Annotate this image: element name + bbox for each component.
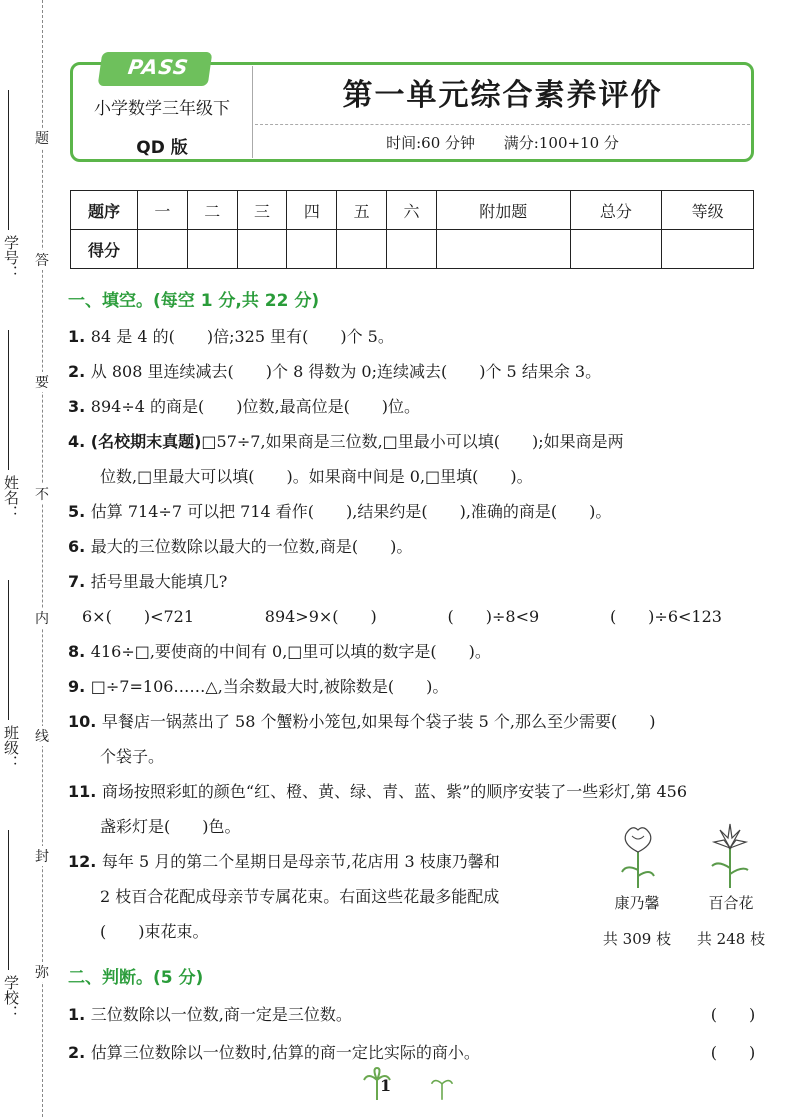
lily-icon <box>700 820 760 890</box>
lily-name: 百合花 <box>708 894 754 912</box>
question-2 <box>68 354 768 389</box>
column-header: 二 <box>187 191 237 230</box>
fill-item: 6×( )<721 <box>82 607 195 626</box>
flower-illustration <box>596 820 776 950</box>
header-left <box>76 88 248 158</box>
question-4-cont: 位数,□里最大可以填( )。如果商中间是 0,□里填( )。 <box>100 467 533 486</box>
name-line[interactable] <box>8 330 10 470</box>
question-9 <box>68 669 768 704</box>
column-header: 总分 <box>570 191 662 230</box>
score-cell[interactable] <box>436 230 570 269</box>
question-text: □÷7=106……△,当余数最大时,被除数是( )。 <box>90 677 449 696</box>
question-number: 7. <box>68 572 91 591</box>
binding-margin <box>0 0 60 1117</box>
question-number: 8. <box>68 642 91 661</box>
full-score: 满分:100+10 分 <box>503 134 619 152</box>
question-text: 商场按照彩虹的颜色“红、橙、黄、绿、青、蓝、紫”的顺序安装了一些彩灯,第 456 <box>101 782 687 801</box>
section-title: 一、填空。(每空 1 分,共 22 分) <box>68 291 320 311</box>
question-text: □57÷7,如果商是三位数,□里最小可以填( );如果商是两 <box>201 432 624 451</box>
row-header: 得分 <box>71 230 138 269</box>
question-text: 三位数除以一位数,商一定是三位数。 <box>90 1005 352 1024</box>
carnation-count: 共 309 枝 <box>602 930 672 948</box>
question-text: 括号里最大能填几? <box>90 572 228 591</box>
question-number: 2. <box>68 1043 91 1062</box>
judge-2 <box>68 1034 758 1072</box>
question-content <box>68 286 768 1072</box>
margin-char: 内 <box>32 608 52 628</box>
question-text: 估算三位数除以一位数时,估算的商一定比实际的商小。 <box>90 1043 480 1062</box>
score-cell[interactable] <box>570 230 662 269</box>
question-number: 11. <box>68 782 102 801</box>
student-id-label: 学号： <box>2 235 20 280</box>
score-cell[interactable] <box>287 230 337 269</box>
school-line[interactable] <box>8 830 10 970</box>
column-header: 附加题 <box>436 191 570 230</box>
question-4 <box>68 424 768 459</box>
exam-meta <box>255 132 750 153</box>
score-cell[interactable] <box>387 230 437 269</box>
school-label: 学校： <box>2 975 20 1020</box>
question-1 <box>68 319 768 354</box>
question-6 <box>68 529 768 564</box>
carnation-name: 康乃馨 <box>614 894 660 912</box>
question-number: 9. <box>68 677 91 696</box>
class-label: 班级： <box>2 725 20 770</box>
seal-line <box>42 0 43 1117</box>
question-number: 6. <box>68 537 91 556</box>
margin-char: 题 <box>32 128 52 148</box>
time-limit: 时间:60 分钟 <box>386 134 476 152</box>
column-header: 四 <box>287 191 337 230</box>
question-tag: (名校期末真题) <box>90 432 202 451</box>
question-7 <box>68 564 768 599</box>
question-text: 最大的三位数除以最大的一位数,商是( )。 <box>90 537 413 556</box>
column-header: 五 <box>337 191 387 230</box>
header-divider <box>252 66 253 158</box>
palm-tree-icon <box>430 1072 454 1102</box>
question-text: 从 808 里连续减去( )个 8 得数为 0;连续减去( )个 5 结果余 3。 <box>90 362 602 381</box>
carnation-icon <box>608 820 668 890</box>
header-separator <box>255 124 750 125</box>
fill-item: ( )÷8<9 <box>447 607 540 626</box>
section-title: 二、判断。(5 分) <box>68 968 204 988</box>
question-text: 每年 5 月的第二个星期日是母亲节,花店用 3 枝康乃馨和 <box>101 852 500 871</box>
question-8 <box>68 634 768 669</box>
student-id-line[interactable] <box>8 90 10 230</box>
question-10 <box>68 704 768 739</box>
answer-paren[interactable]: ( ) <box>710 1005 756 1024</box>
column-header: 一 <box>138 191 188 230</box>
question-number: 3. <box>68 397 91 416</box>
question-number: 2. <box>68 362 91 381</box>
judge-1 <box>68 996 758 1034</box>
question-7-items <box>68 599 722 634</box>
edition-label: QD 版 <box>136 138 188 158</box>
answer-paren[interactable]: ( ) <box>710 1043 756 1062</box>
score-cell[interactable] <box>337 230 387 269</box>
question-text: 84 是 4 的( )倍;325 里有( )个 5。 <box>90 327 394 346</box>
question-12-cont: 2 枝百合花配成母亲节专属花束。右面这些花最多能配成 <box>100 887 500 906</box>
score-table <box>70 190 754 269</box>
question-text: 894÷4 的商是( )位数,最高位是( )位。 <box>90 397 421 416</box>
question-12-cont: ( )束花束。 <box>100 922 209 941</box>
question-number: 1. <box>68 1005 91 1024</box>
lily-count: 共 248 枝 <box>696 930 766 948</box>
question-11-cont: 盏彩灯是( )色。 <box>100 817 241 836</box>
question-number: 5. <box>68 502 91 521</box>
question-3 <box>68 389 768 424</box>
margin-char: 要 <box>32 372 52 392</box>
logo-text: PASS <box>126 55 191 79</box>
score-cell[interactable] <box>662 230 754 269</box>
table-row <box>71 191 754 230</box>
question-text: 估算 714÷7 可以把 714 看作( ),结果约是( ),准确的商是( )。 <box>90 502 612 521</box>
question-number: 10. <box>68 712 102 731</box>
score-cell[interactable] <box>138 230 188 269</box>
question-text: 416÷□,要使商的中间有 0,□里可以填的数字是( )。 <box>90 642 491 661</box>
score-cell[interactable] <box>237 230 287 269</box>
question-10-cont: 个袋子。 <box>100 747 165 766</box>
fill-item: ( )÷6<123 <box>609 607 722 626</box>
question-number: 1. <box>68 327 91 346</box>
question-5 <box>68 494 768 529</box>
table-row <box>71 230 754 269</box>
row-header: 题序 <box>71 191 138 230</box>
pass-logo <box>98 52 213 86</box>
page-title: 第一单元综合素养评价 <box>342 78 663 113</box>
column-header: 等级 <box>662 191 754 230</box>
question-11 <box>68 774 768 809</box>
margin-char: 线 <box>32 726 52 746</box>
column-header: 三 <box>237 191 287 230</box>
subject-label: 小学数学三年级下 <box>94 99 230 119</box>
fill-item: 894>9×( ) <box>264 607 377 626</box>
question-number: 12. <box>68 852 102 871</box>
page-number: 1 <box>380 1076 392 1095</box>
question-number: 4. <box>68 432 91 451</box>
margin-char: 答 <box>32 250 52 270</box>
margin-char: 弥 <box>32 962 52 982</box>
class-line[interactable] <box>8 580 10 720</box>
margin-char: 封 <box>32 846 52 866</box>
margin-char: 不 <box>32 484 52 504</box>
question-text: 早餐店一锅蒸出了 58 个蟹粉小笼包,如果每个袋子装 5 个,那么至少需要( ) <box>101 712 656 731</box>
score-cell[interactable] <box>187 230 237 269</box>
name-label: 姓名： <box>2 475 20 520</box>
column-header: 六 <box>387 191 437 230</box>
